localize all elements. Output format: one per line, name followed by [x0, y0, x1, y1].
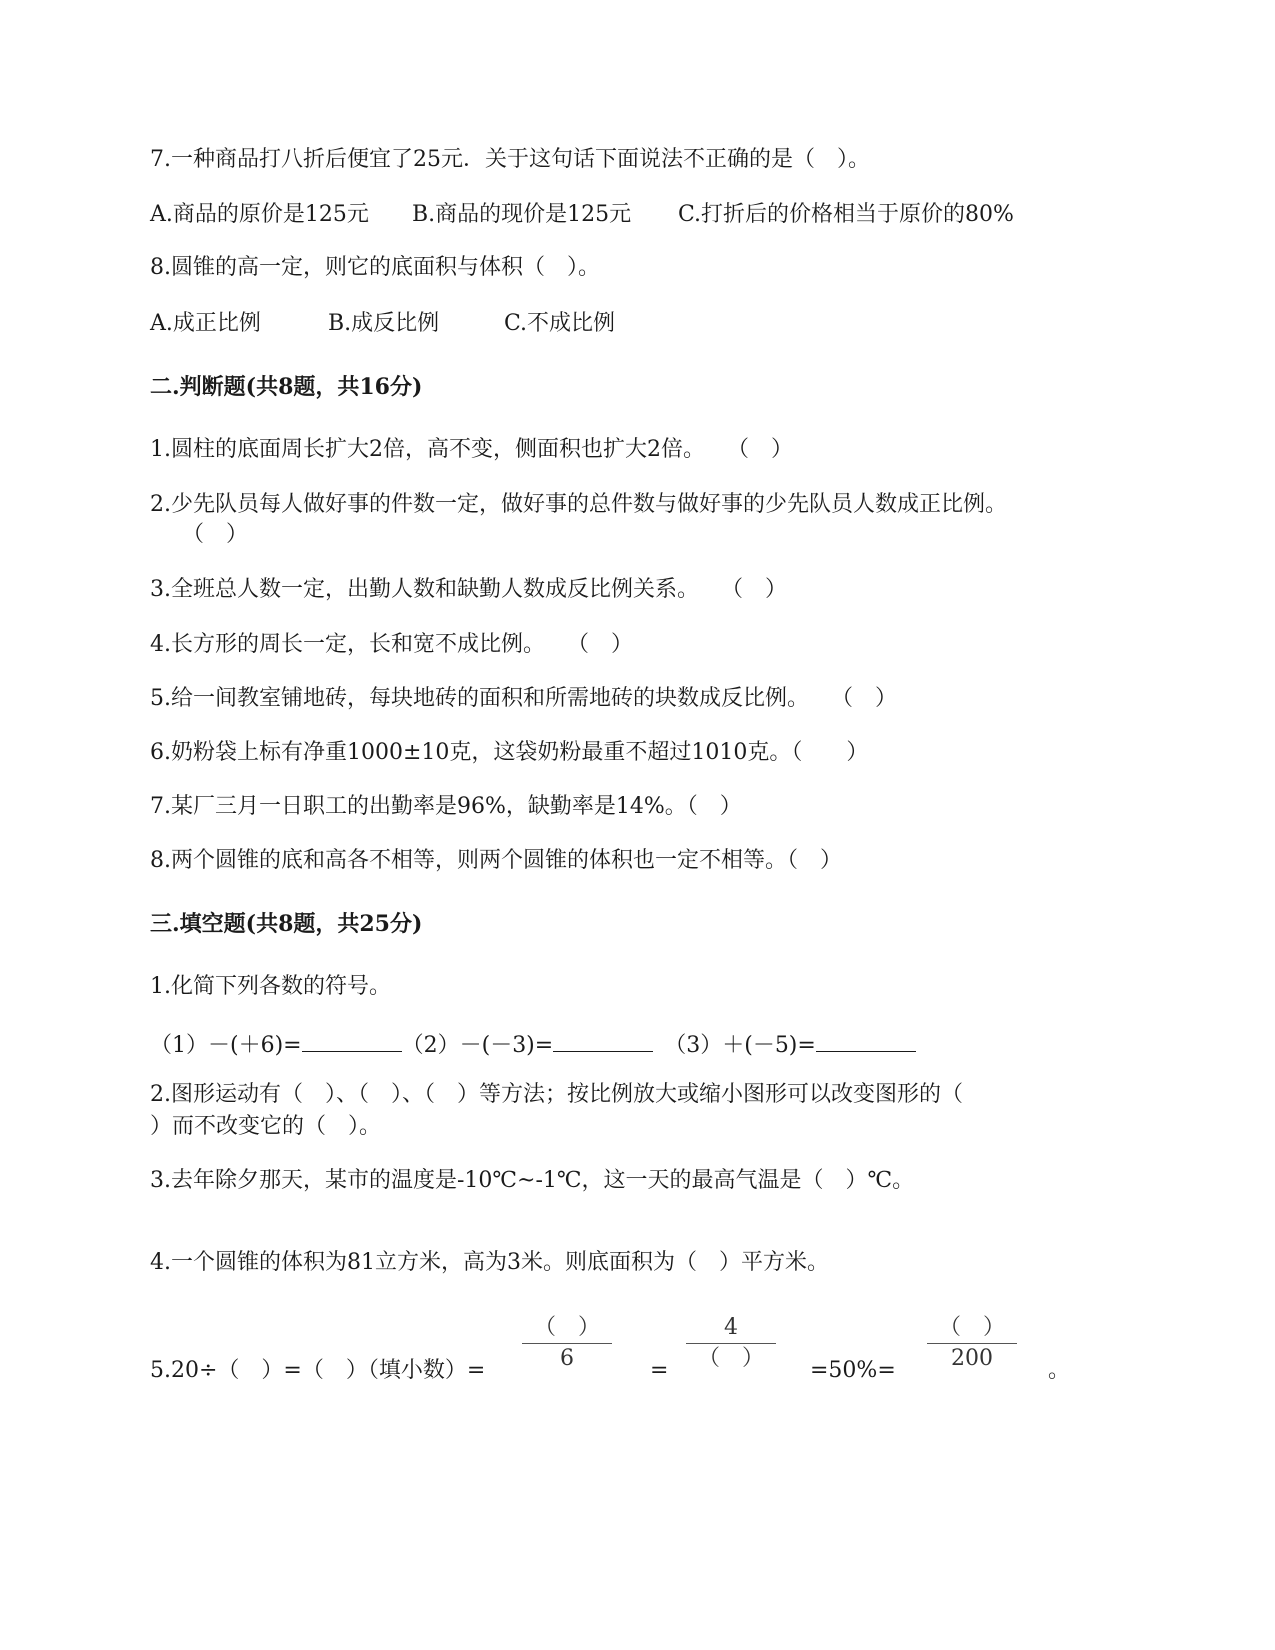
- part-3-label: （3）＋(－5)=: [675, 1033, 816, 1058]
- judge-item-2: 2.少先队员每人做好事的件数一定，做好事的总件数与做好事的少先队员人数成正比例。: [150, 492, 1007, 517]
- fraction-1-denominator: 6: [560, 1346, 574, 1371]
- judge-item-7: 7.某厂三月一日职工的出勤率是96%，缺勤率是14%。（ ）: [150, 794, 742, 819]
- judge-item-3: 3.全班总人数一定，出勤人数和缺勤人数成反比例关系。 （ ）: [150, 577, 787, 602]
- fraction-2: [686, 1315, 776, 1372]
- fraction-2-bar: [686, 1343, 776, 1344]
- question-5-end-mark: 。: [1048, 1358, 1071, 1383]
- fraction-2-numerator: 4: [724, 1315, 738, 1340]
- question-8-options: [150, 309, 750, 339]
- judge-item-4: 4.长方形的周长一定，长和宽不成比例。 （ ）: [150, 632, 633, 657]
- section-2-heading: 二.判断题(共8题，共16分): [150, 374, 423, 400]
- option-c: C.不成比例: [504, 311, 616, 336]
- fraction-1: [522, 1315, 612, 1372]
- fraction-1-bar: [522, 1343, 612, 1344]
- fraction-3: [927, 1315, 1017, 1372]
- question-7: 7.一种商品打八折后便宜了25元．关于这句话下面说法不正确的是（ ）。: [150, 147, 870, 172]
- part-2-blank[interactable]: [553, 1027, 653, 1052]
- judge-item-5: 5.给一间教室铺地砖，每块地砖的面积和所需地砖的块数成反比例。 （ ）: [150, 686, 897, 711]
- fraction-3-bar: [927, 1343, 1017, 1344]
- fill-question-3: 3.去年除夕那天，某市的温度是-10℃~-1℃，这一天的最高气温是（ ）℃。: [150, 1168, 915, 1193]
- part-2-label: （2）－(－3)=: [401, 1033, 554, 1058]
- equals-fifty-percent: =50%=: [810, 1358, 896, 1383]
- fill-question-2-line-2: ）而不改变它的（ ）。: [150, 1114, 382, 1139]
- fraction-1-numerator: （ ）: [533, 1315, 600, 1340]
- judge-item-2-bracket: （ ）: [182, 522, 249, 547]
- fill-question-1-parts: [150, 1027, 916, 1061]
- fill-question-1: 1.化简下列各数的符号。: [150, 974, 391, 999]
- option-b: B.成反比例: [328, 311, 440, 336]
- part-1-blank[interactable]: [302, 1027, 402, 1052]
- fill-question-2-line-1: 2.图形运动有（ ）、（ ）、（ ）等方法；按比例放大或缩小图形可以改变图形的（: [150, 1082, 963, 1107]
- judge-item-1: 1.圆柱的底面周长扩大2倍，高不变，侧面积也扩大2倍。 （ ）: [150, 437, 793, 462]
- option-a: A.商品的原价是125元: [150, 202, 369, 227]
- option-b: B.商品的现价是125元: [412, 202, 632, 227]
- section-3-heading: 三.填空题(共8题，共25分): [150, 911, 423, 937]
- fill-question-5-prefix: 5.20÷（ ）=（ ）（填小数）=: [150, 1358, 486, 1383]
- part-3-blank[interactable]: [816, 1027, 916, 1052]
- part-1-label: （1）－(＋6)=: [150, 1033, 302, 1058]
- judge-item-8: 8.两个圆锥的底和高各不相等，则两个圆锥的体积也一定不相等。（ ）: [150, 848, 842, 873]
- fill-question-4: 4.一个圆锥的体积为81立方米，高为3米。则底面积为（ ）平方米。: [150, 1250, 829, 1275]
- equals-sign-1: =: [650, 1358, 669, 1383]
- fraction-3-numerator: （ ）: [938, 1315, 1005, 1340]
- question-7-options: [150, 200, 1150, 230]
- fraction-3-denominator: 200: [951, 1346, 993, 1371]
- option-c: C.打折后的价格相当于原价的80%: [678, 202, 1014, 227]
- fraction-2-denominator: （ ）: [697, 1346, 764, 1371]
- option-a: A.成正比例: [150, 311, 261, 336]
- judge-item-6: 6.奶粉袋上标有净重1000±10克，这袋奶粉最重不超过1010克。（ ）: [150, 740, 869, 765]
- question-8: 8.圆锥的高一定，则它的底面积与体积（ ）。: [150, 255, 600, 280]
